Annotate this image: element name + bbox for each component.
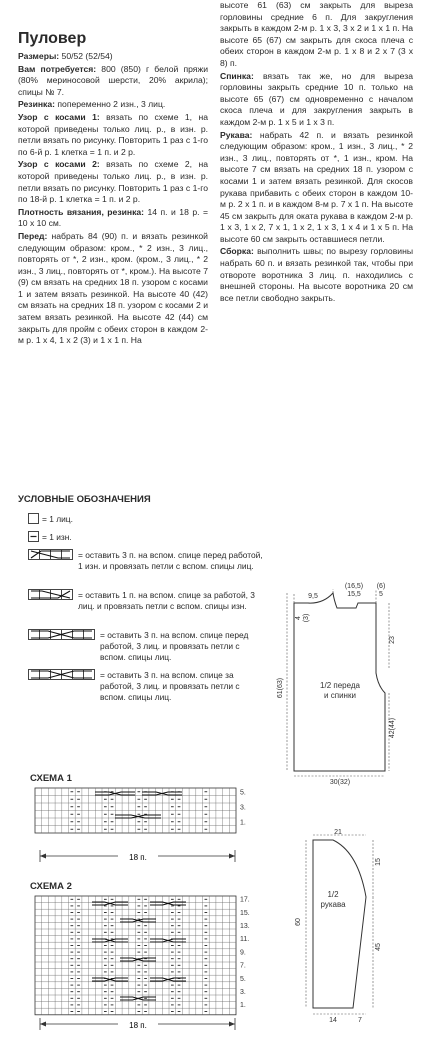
legend-text: = оставить 3 п. на вспом. спице перед работой, 3 лиц. и провязать петли с вспом. спицы лиц. (100, 630, 249, 662)
body-label-line2: и спинки (324, 691, 356, 700)
left-column (18, 0, 208, 348)
row-number: 3. (240, 804, 246, 812)
left-paragraphs (18, 51, 208, 347)
paragraph (18, 51, 208, 63)
row-number: 5. (240, 975, 246, 983)
dim-top-left: 9,5 (308, 593, 318, 600)
dim-top-r2: 5 (379, 591, 383, 598)
legend-title: УСЛОВНЫЕ ОБОЗНАЧЕНИЯ (18, 494, 151, 505)
dim-top-r1: (6) (376, 583, 386, 590)
paragraph (220, 130, 413, 246)
body-pattern (278, 578, 418, 808)
paragraph-text: 50/52 (52/54) (59, 51, 113, 61)
sleeve-dim-top: 21 (334, 829, 342, 836)
row-number: 13. (240, 923, 250, 930)
row-number: 7. (240, 962, 246, 970)
paragraph (18, 159, 208, 205)
paragraph (18, 207, 208, 230)
cable-symbol-icon (28, 549, 74, 561)
body-label-line1: 1/2 переда (320, 681, 360, 690)
sleeve-pattern (288, 822, 398, 1032)
sleeve-dim-bottom-left: 14 (329, 1017, 337, 1024)
schema1-title: СХЕМА 1 (30, 773, 72, 784)
paragraph-text: вязать по схеме 2, на которой приведены только лиц. р., в изн. р. петли вязать по рисунку. Повторить 1 раз с 1-го по 18-й р. 1 клетка = 1 п. и 2 р. (18, 159, 208, 205)
sleeve-dim-right: 45 (375, 943, 382, 951)
legend-text: = 1 лиц. (42, 514, 73, 524)
dim-left-small1: 4 (295, 616, 302, 620)
row-number: 9. (240, 949, 246, 957)
knit-symbol-icon (28, 513, 40, 525)
paragraph (220, 71, 413, 129)
legend-item-knit (18, 513, 268, 527)
paragraph-label: Плотность вязания, резинка: (18, 206, 145, 217)
legend (18, 494, 268, 709)
paragraph (220, 0, 413, 70)
legend-text: = оставить 3 п. на вспом. спице перед работой, 1 изн. и провязать петли с вспом. спицы лиц. (78, 550, 263, 571)
paragraph-label: Резинка: (18, 99, 55, 110)
schema2-title: СХЕМА 2 (30, 881, 72, 892)
paragraph-text: вязать так же, но для выреза горловины закрыть средние 10 п. только на высоте 65 (67) см одновременно с началом скоса плеча и для закругления закрыть в каждом 2-м р. 1 х 5 и 1 х 3 п. (220, 70, 413, 127)
sleeve-dim-right-top: 15 (375, 858, 382, 866)
paragraph-label: Перед: (18, 230, 48, 241)
schema1-chart (30, 786, 260, 866)
sleeve-dim-bottom-right: 7 (358, 1017, 362, 1024)
schema2-width-label: 18 п. (129, 1021, 147, 1030)
paragraph-text: выполнить швы; по вырезу горловины набрать 60 п. и вязать резинкой так, чтобы при отвороте воротника 3 лиц. п. находились с внешней стороны. На высоте воротника 20 см все петли свободно закрыть. (220, 246, 413, 303)
paragraph-text: вязать по схеме 1, на которой приведены только лиц. р., в изн. р. петли вязать по рисунку. Повторить 1 раз с 1-го по 6-й р. 1 клетка = 1 п. и 2 р. (18, 111, 208, 157)
right-paragraphs (220, 0, 413, 304)
paragraph-text: набрать 84 (90) п. и вязать резинкой следующим образом: кром., * 2 изн., 3 лиц., повторять от *, 2 изн., кром. (кром., 3 лиц., * 2 изн., 3 лиц., повторять от *, кром.). На высоте 7 (9) см вязать на средних 18 п. узором с косами 1 и затем вязать резинкой. На высоте 40 (42) см вязать на средних 18 п. узором с косами 2 и затем вязать резинкой. На высоте 42 (44) см закрыть для пройм с обеих сторон в каждом 2-м р. 1 х 4, 1 х 2 (3) и 1 х 1 п. На (18, 230, 208, 346)
paragraph (18, 112, 208, 158)
paragraph (18, 99, 208, 111)
legend-item-cable-3-3-back (18, 669, 268, 705)
dim-bottom: 30(32) (329, 779, 351, 786)
dim-top-mid2: 15,5 (347, 591, 361, 598)
cable-symbol-icon (28, 669, 96, 681)
sleeve-label-line1: 1/2 (327, 890, 339, 899)
row-number: 1. (240, 1002, 246, 1010)
dim-right-small: 23 (389, 636, 396, 644)
legend-item-cable-3-3-front (18, 629, 268, 665)
row-number: 1. (240, 819, 246, 827)
cable-symbol-icon (28, 629, 96, 641)
page-title: Пуловер (18, 30, 87, 47)
paragraph (220, 246, 413, 304)
schema1-width-label: 18 п. (129, 853, 147, 862)
purl-symbol-icon (28, 531, 40, 543)
row-number: 3. (240, 989, 246, 996)
legend-item-cable-1-3-back (18, 589, 268, 625)
paragraph-label: Сборка: (220, 246, 254, 257)
cable-symbol-icon (28, 589, 74, 601)
row-number: 5. (240, 789, 246, 797)
dim-top-mid1: (16,5) (344, 583, 364, 590)
sleeve-dim-left: 60 (295, 918, 302, 926)
paragraph (18, 231, 208, 347)
row-number: 17. (240, 896, 250, 904)
paragraph-label: Вам потребуется: (18, 63, 97, 74)
sleeve-label-line2: рукава (320, 900, 346, 909)
legend-text: = оставить 1 п. на вспом. спице за работой, 3 лиц. и провязать петли с вспом. спицы изн. (78, 590, 255, 611)
paragraph-label: Узор с косами 1: (18, 111, 100, 122)
paragraph-label: Спинка: (220, 70, 254, 81)
dim-height: 61(63) (277, 677, 284, 699)
paragraph-text: набрать 42 п. и вязать резинкой следующим образом: кром., 1 изн., 3 лиц., * 2 изн., 3 лиц., повторять от *, 1 изн., кром. На высоте 7 см вязать на средних 18 п. узором с косами 1 и затем вязать резинкой. Для скосов рукава прибавить с обеих сторон в каждом 10-м р. 2 х 1 п. и в каждом 8-м р. 7 х 1 п. На высоте 45 см закрыть для оката рукава в каждом 2-м р. 1 х 3, 1 х 2, 7 х 1, 1 х 2, 1 х 3, 1 х 4 и 1 х 5 п. На высоте 60 см закрыть оставшиеся петли. (220, 129, 413, 244)
paragraph-label: Рукава: (220, 129, 253, 140)
dim-left-small2: (3) (303, 613, 310, 623)
legend-item-cable-3-1-front (18, 549, 268, 585)
paragraph-text: высоте 61 (63) см закрыть для выреза горловины средние 6 п. Для закругления закрыть в каждом 2-м р. 1 х 3, 3 х 2 и 1 х 1 п. На высоте 65 (67) см закрыть для скоса плеча с обеих сторон в каждом 2-м р. 1 х 8 и 2 х 7 (3 х 8) п. (220, 0, 413, 68)
row-number: 11. (240, 936, 250, 944)
legend-item-purl (18, 531, 268, 545)
legend-text: = оставить 3 п. на вспом. спице за работой, 3 лиц. и провязать петли с вспом. спицы лиц. (100, 670, 240, 702)
paragraph-label: Узор с косами 2: (18, 159, 100, 170)
row-number: 15. (240, 909, 250, 917)
paragraph-text: 14 п. и 18 р. = 10 х 10 см. (18, 206, 208, 229)
paragraph (18, 64, 208, 99)
dim-right-height: 42(44) (389, 717, 396, 739)
legend-text: = 1 изн. (42, 532, 72, 542)
paragraph-text: 800 (850) г белой пряжи (80% мериносовой шерсти, 20% акрила); спицы № 7. (18, 63, 209, 97)
paragraph-label: Размеры: (18, 51, 60, 61)
paragraph-text: попеременно 2 изн., 3 лиц. (55, 99, 166, 110)
schema2-chart (30, 894, 260, 1034)
right-column (220, 0, 413, 305)
